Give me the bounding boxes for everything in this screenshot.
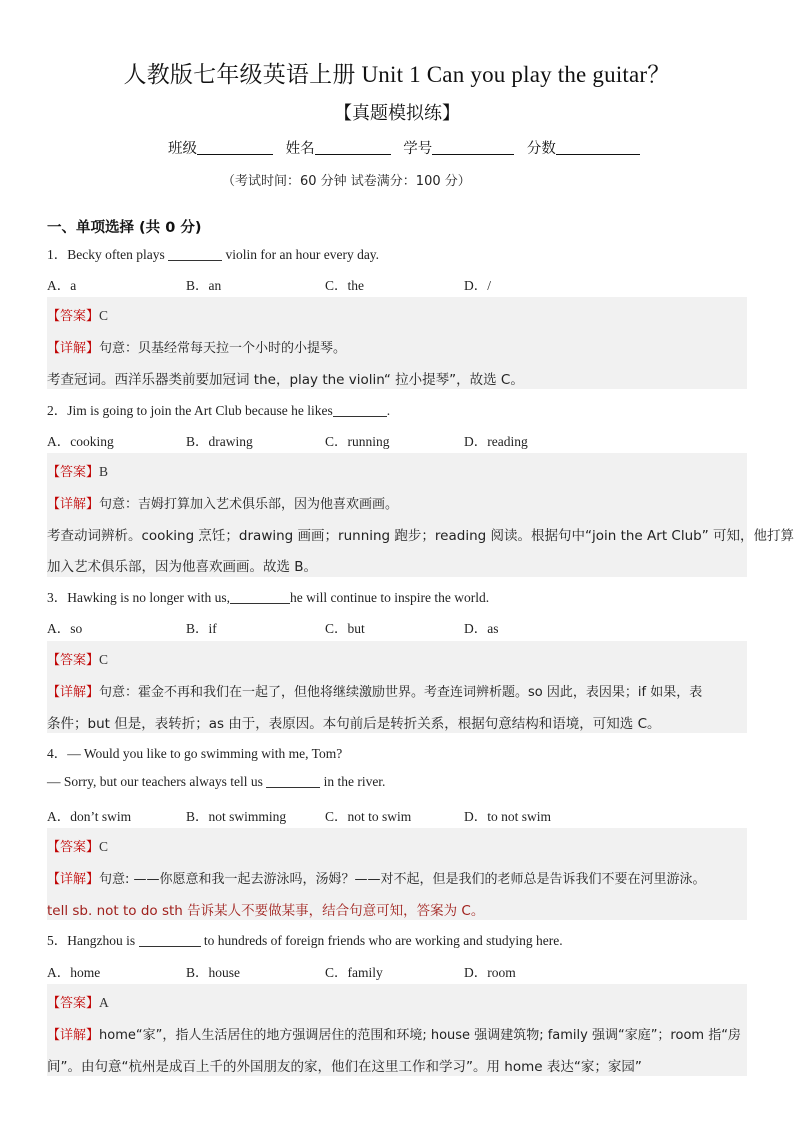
- name-label: 姓名: [285, 141, 315, 157]
- question-3-option-d: D．as: [464, 621, 499, 636]
- name-blank: [315, 140, 391, 155]
- question-3-option-a: A．so: [47, 621, 83, 636]
- question-3-stem: 3．Hawking is no longer with us, he will continue to inspire the world.: [47, 590, 490, 605]
- question-2-option-c: C．running: [325, 434, 390, 449]
- question-4-stem-line-1: 4．— Would you like to go swimming with me, Tom?: [47, 746, 343, 761]
- question-4-option-c: C．not to swim: [325, 809, 412, 824]
- answer-blank: [139, 934, 201, 947]
- answer-blank: [230, 591, 290, 604]
- detail-line: 间”。由句意“杭州是成百上千的外国朋友的家，他们在这里工作和学习”。用 home 表达“家；家园”: [47, 1059, 642, 1075]
- answer-blank: [266, 775, 320, 788]
- question-2-answer-box: [47, 453, 794, 577]
- detail-line: 加入艺术俱乐部，因为他喜欢画画。故选 B。: [47, 559, 318, 575]
- detail-line: 条件；but 但是，表转折；as 由于，表原因。本句前后是转折关系，根据句意结构和语境，可知选 C。: [47, 716, 661, 732]
- section-title: 一、单项选择 (共 0 分): [47, 220, 202, 236]
- answer-line: 【答案】C: [47, 652, 109, 668]
- student-info-line: [168, 137, 648, 158]
- question-4-option-d: D．to not swim: [464, 809, 552, 824]
- student-number-label: 学号: [403, 141, 433, 157]
- page-title: 人教版七年级英语上册 Unit 1 Can you play the guitar？: [123, 62, 671, 87]
- question-2-option-b: B．drawing: [186, 434, 253, 449]
- score-label: 分数: [526, 141, 556, 157]
- question-1-option-d: D．/: [464, 278, 491, 293]
- question-2-option-d: D．reading: [464, 434, 528, 449]
- answer-line: 【答案】C: [47, 308, 109, 324]
- question-4-answer-box: [47, 828, 747, 920]
- answer-line: 【答案】B: [47, 464, 109, 480]
- detail-line: 【详解】句意：贝基经常每天拉一个小时的小提琴。: [47, 341, 347, 356]
- question-3-option-c: C．but: [325, 621, 365, 636]
- question-5-stem: 5．Hangzhou is to hundreds of foreign friends who are working and studying here.: [47, 933, 563, 948]
- detail-line: 【详解】句意: ——你愿意和我一起去游泳吗，汤姆？——对不起，但是我们的老师总是告诉我们不要在河里游泳。: [47, 872, 706, 887]
- question-3-option-b: B．if: [186, 621, 217, 636]
- question-5-option-d: D．room: [464, 965, 516, 980]
- question-1-stem: 1．Becky often plays violin for an hour every day.: [47, 247, 380, 262]
- question-5-option-a: A．home: [47, 965, 101, 980]
- question-1-option-c: C．the: [325, 278, 364, 293]
- question-2-stem: 2．Jim is going to join the Art Club because he likes .: [47, 403, 391, 418]
- exam-info: （考试时间：60 分钟 试卷满分：100 分）: [222, 174, 471, 189]
- detail-line: 【详解】句意：吉姆打算加入艺术俱乐部，因为他喜欢画画。: [47, 497, 399, 512]
- detail-line: tell sb. not to do sth 告诉某人不要做某事，结合句意可知，答案为 C。: [47, 903, 485, 919]
- class-blank: [197, 140, 273, 155]
- question-4-option-b: B．not swimming: [186, 809, 287, 824]
- question-4-stem-line-2: — Sorry, but our teachers always tell us in the river.: [47, 774, 386, 789]
- class-label: 班级: [168, 141, 197, 157]
- page-subtitle: 【真题模拟练】: [334, 103, 460, 124]
- question-5-option-b: B．house: [186, 965, 240, 980]
- question-1-option-a: A．a: [47, 278, 77, 293]
- student-number-blank: [432, 140, 514, 155]
- score-blank: [556, 140, 640, 155]
- detail-line: 【详解】句意：霍金不再和我们在一起了，但他将继续激励世界。考查连词辨析题。so 因此，表因果；if 如果，表: [47, 685, 703, 700]
- answer-blank: [168, 248, 222, 261]
- question-5-option-c: C．family: [325, 965, 383, 980]
- question-2-option-a: A．cooking: [47, 434, 114, 449]
- detail-line: 【详解】home“家”，指人生活居住的地方强调居住的范围和环境; house 强调建筑物; family 强调“家庭”；room 指“房: [47, 1028, 741, 1043]
- question-3-answer-box: [47, 641, 747, 733]
- detail-line: 考查冠词。西洋乐器类前要加冠词 the，play the violin“ 拉小提琴”，故选 C。: [47, 372, 524, 388]
- question-1-option-b: B．an: [186, 278, 222, 293]
- answer-blank: [333, 404, 387, 417]
- question-5-answer-box: [47, 984, 747, 1076]
- question-1-answer-box: [47, 297, 747, 389]
- answer-line: 【答案】C: [47, 839, 109, 855]
- answer-line: 【答案】A: [47, 995, 109, 1011]
- question-4-option-a: A．don’t swim: [47, 809, 132, 824]
- detail-line: 考查动词辨析。cooking 烹饪；drawing 画画；running 跑步；reading 阅读。根据句中“join the Art Club” 可知，他打算: [47, 528, 794, 544]
